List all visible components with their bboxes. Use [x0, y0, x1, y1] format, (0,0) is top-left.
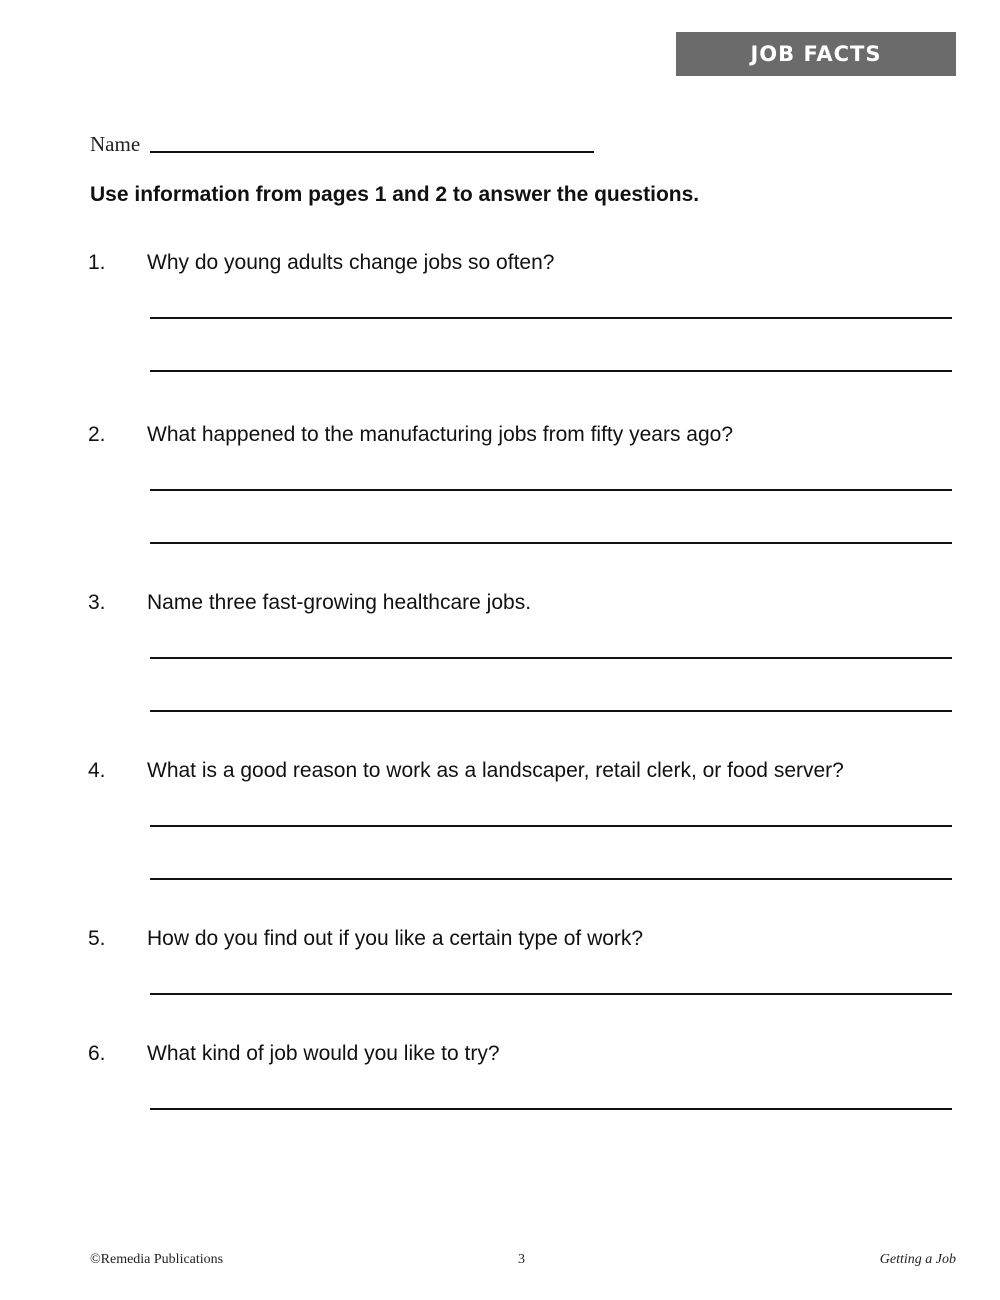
- question-number: 2.: [88, 423, 106, 446]
- question-number: 1.: [88, 251, 106, 274]
- instructions: Use information from pages 1 and 2 to answer the questions.: [90, 183, 700, 206]
- answer-line[interactable]: [150, 370, 952, 372]
- name-field: [90, 132, 594, 157]
- footer-page-number: 3: [518, 1252, 525, 1267]
- answer-line[interactable]: [150, 993, 952, 995]
- question-text: Why do young adults change jobs so often?: [147, 251, 555, 274]
- question-text: How do you find out if you like a certain type of work?: [147, 927, 644, 950]
- answer-line[interactable]: [150, 825, 952, 827]
- question-number: 5.: [88, 927, 106, 950]
- section-header-label: JOB FACTS: [750, 42, 882, 66]
- footer-publisher: ©Remedia Publications: [90, 1252, 224, 1267]
- name-label: Name: [90, 132, 141, 156]
- answer-line[interactable]: [150, 657, 952, 659]
- question-text: What happened to the manufacturing jobs from fifty years ago?: [147, 423, 734, 446]
- question-number: 4.: [88, 759, 106, 782]
- question-5: [88, 926, 968, 952]
- question-text: What kind of job would you like to try?: [147, 1042, 500, 1065]
- question-3: [88, 590, 968, 616]
- answer-line[interactable]: [150, 710, 952, 712]
- section-header-tag: [676, 32, 956, 76]
- question-4: [88, 758, 968, 784]
- question-number: 6.: [88, 1042, 106, 1065]
- question-2: [88, 422, 968, 448]
- answer-line[interactable]: [150, 1108, 952, 1110]
- footer-book-title: Getting a Job: [879, 1252, 956, 1267]
- question-1: [88, 250, 968, 276]
- question-text: Name three fast-growing healthcare jobs.: [147, 591, 532, 614]
- question-text: What is a good reason to work as a landscaper, retail clerk, or food server?: [147, 759, 844, 782]
- name-input-line[interactable]: [150, 151, 594, 153]
- question-number: 3.: [88, 591, 106, 614]
- answer-line[interactable]: [150, 489, 952, 491]
- answer-line[interactable]: [150, 317, 952, 319]
- question-6: [88, 1041, 968, 1067]
- answer-line[interactable]: [150, 542, 952, 544]
- answer-line[interactable]: [150, 878, 952, 880]
